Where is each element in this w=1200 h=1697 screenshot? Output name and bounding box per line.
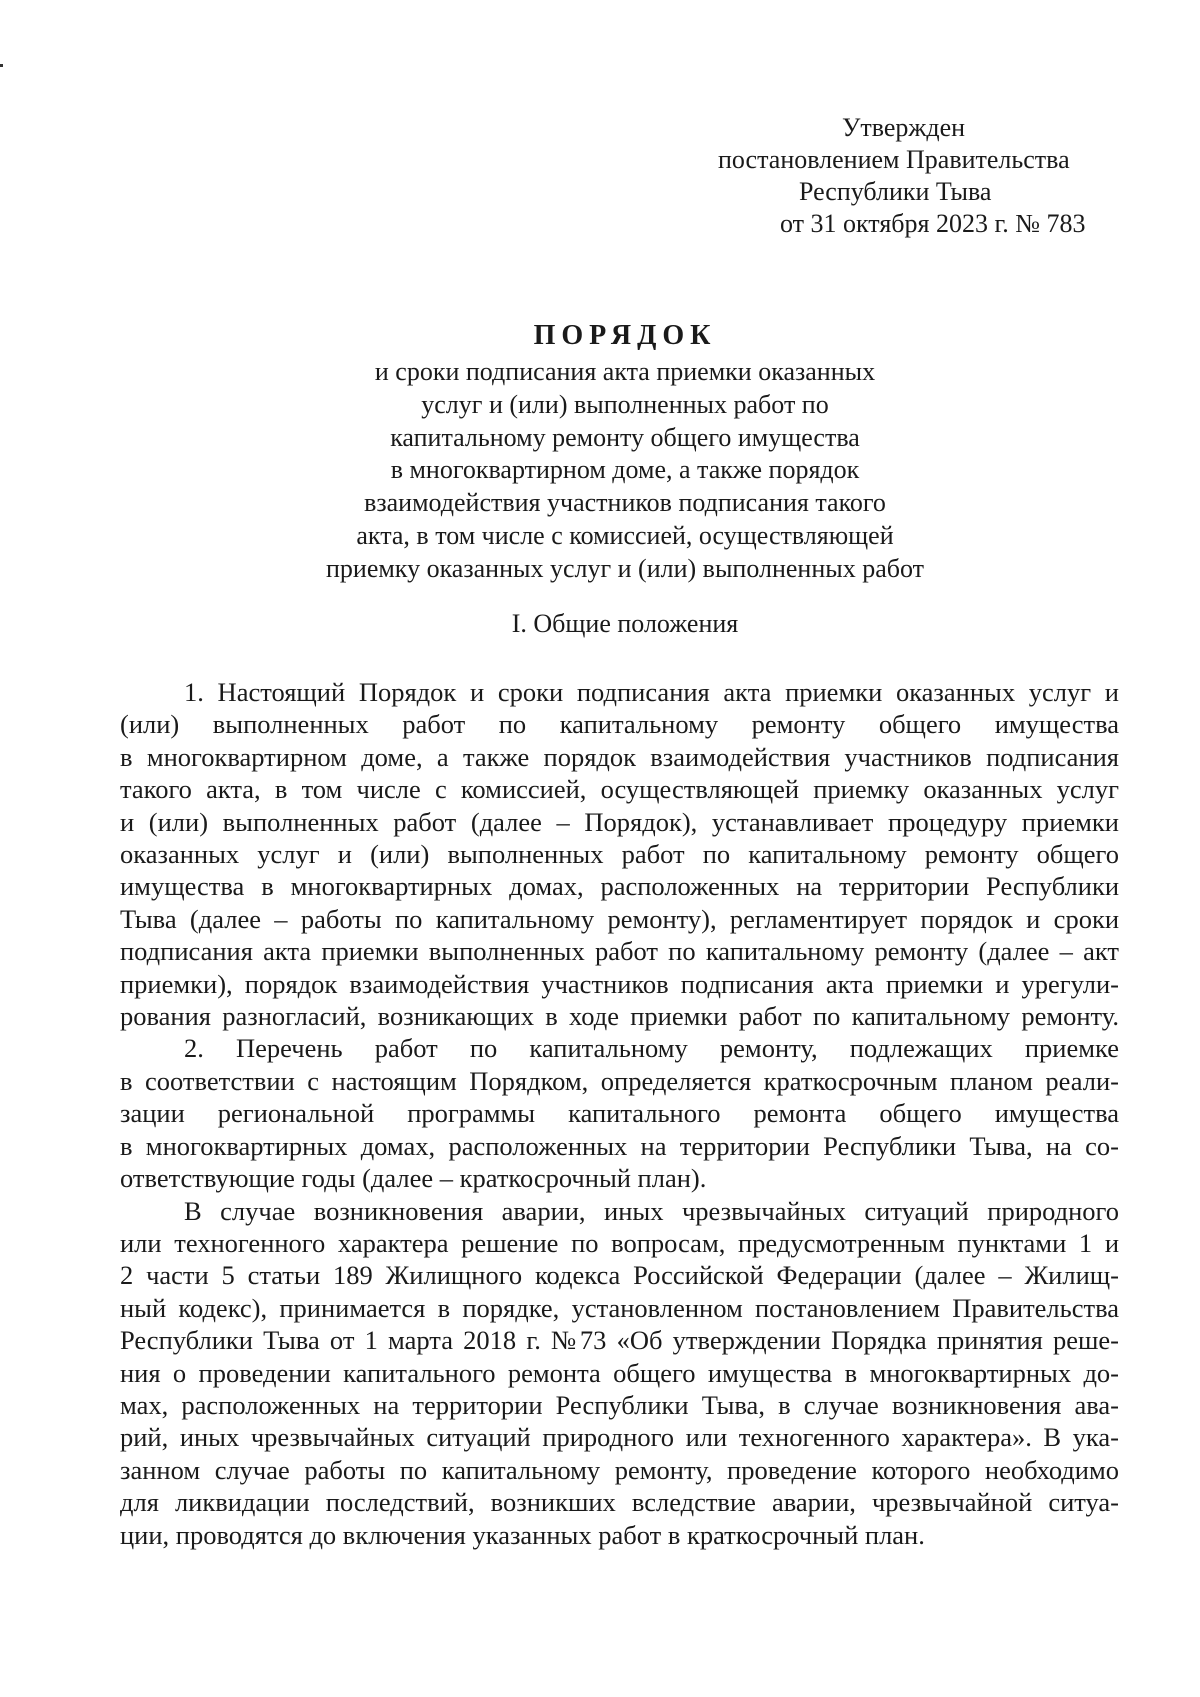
section-heading: I. Общие положения <box>511 609 739 638</box>
text-line: ции, проводятся до включения указанных работ в краткосрочный план. <box>120 1519 925 1550</box>
paragraph-2 <box>120 1032 1119 1194</box>
text-line: оказанных услуг и (или) выполненных работ по капитальному ремонту общего <box>120 839 1119 870</box>
text-line: и (или) выполненных работ (далее – Порядок), устанавливает процедуру приемки <box>120 806 1119 837</box>
body-text <box>120 676 1119 1551</box>
text-line: Тыва (далее – работы по капитальному ремонту), регламентирует порядок и сроки <box>120 903 1119 934</box>
document-title: ПОРЯДОК <box>533 320 717 351</box>
text-line: зации региональной программы капитального ремонта общего имущества <box>120 1098 1119 1129</box>
paragraph-1 <box>120 676 1119 1032</box>
approval-stamp <box>700 112 1140 240</box>
text-line: (или) выполненных работ по капитальному ремонту общего имущества <box>120 709 1119 740</box>
subtitle-line: услуг и (или) выполненных работ по <box>421 389 829 419</box>
text-line: в многоквартирных домах, расположенных на территории Республики Тыва, на со- <box>120 1130 1119 1161</box>
approval-line: Республики Тыва <box>799 177 992 206</box>
text-line: рий, иных чрезвычайных ситуаций природного или техногенного характера». В ука- <box>120 1422 1119 1453</box>
approval-line: постановлением Правительства <box>718 145 1070 174</box>
subtitle-line: в многоквартирном доме, а также порядок <box>390 455 860 485</box>
paragraph-3 <box>120 1195 1119 1551</box>
text-line: 1. Настоящий Порядок и сроки подписания акта приемки оказанных услуг и <box>184 677 1119 707</box>
text-line: имущества в многоквартирных домах, расположенных на территории Республики <box>120 871 1119 902</box>
approval-line: Утвержден <box>842 113 966 142</box>
title-block <box>150 318 1100 586</box>
text-line: приемки), порядок взаимодействия участников подписания акта приемки и урегули- <box>120 968 1119 999</box>
text-line: занном случае работы по капитальному ремонту, проведение которого необходимо <box>120 1454 1119 1485</box>
subtitle-line: и сроки подписания акта приемки оказанных <box>374 357 876 386</box>
subtitle-line: акта, в том числе с комиссией, осуществляющей <box>356 520 894 550</box>
text-line: рования разногласий, возникающих в ходе приемки работ по капитальному ремонту. <box>120 1001 1119 1032</box>
scan-mark <box>0 64 3 67</box>
subtitle-line: приемку оказанных услуг и (или) выполненных работ <box>325 553 924 583</box>
text-line: ответствующие годы (далее – краткосрочный план). <box>120 1163 707 1194</box>
text-line: ный кодекс), принимается в порядке, установленном постановлением Правительства <box>120 1292 1119 1323</box>
text-line: ния о проведении капитального ремонта общего имущества в многоквартирных до- <box>120 1357 1119 1388</box>
text-line: в соответствии с настоящим Порядком, определяется краткосрочным планом реали- <box>120 1065 1119 1096</box>
text-line: В случае возникновения аварии, иных чрезвычайных ситуаций природного <box>184 1195 1119 1226</box>
text-line: подписания акта приемки выполненных работ по капитальному ремонту (далее – акт <box>120 936 1119 967</box>
text-line: Республики Тыва от 1 марта 2018 г. №73 «Об утверждении Порядка принятия реше- <box>120 1325 1119 1356</box>
subtitle-line: взаимодействия участников подписания такого <box>364 488 886 518</box>
text-line: 2. Перечень работ по капитальному ремонту, подлежащих приемке <box>184 1033 1119 1064</box>
text-line: или техногенного характера решение по вопросам, предусмотренным пунктами 1 и <box>120 1227 1119 1258</box>
text-line: такого акта, в том числе с комиссией, осуществляющей приемку оказанных услуг <box>120 774 1119 805</box>
text-line: в многоквартирном доме, а также порядок взаимодействия участников подписания <box>120 741 1119 772</box>
subtitle-line: капитальному ремонту общего имущества <box>390 422 860 452</box>
text-line: 2 части 5 статьи 189 Жилищного кодекса Российской Федерации (далее – Жилищ- <box>120 1260 1119 1291</box>
document-subtitle <box>150 356 1100 586</box>
text-line: мах, расположенных на территории Республики Тыва, в случае возникновения ава- <box>120 1389 1119 1420</box>
approval-line: от 31 октября 2023 г. № 783 <box>780 209 1086 238</box>
text-line: для ликвидации последствий, возникших вследствие аварии, чрезвычайной ситуа- <box>120 1487 1119 1518</box>
